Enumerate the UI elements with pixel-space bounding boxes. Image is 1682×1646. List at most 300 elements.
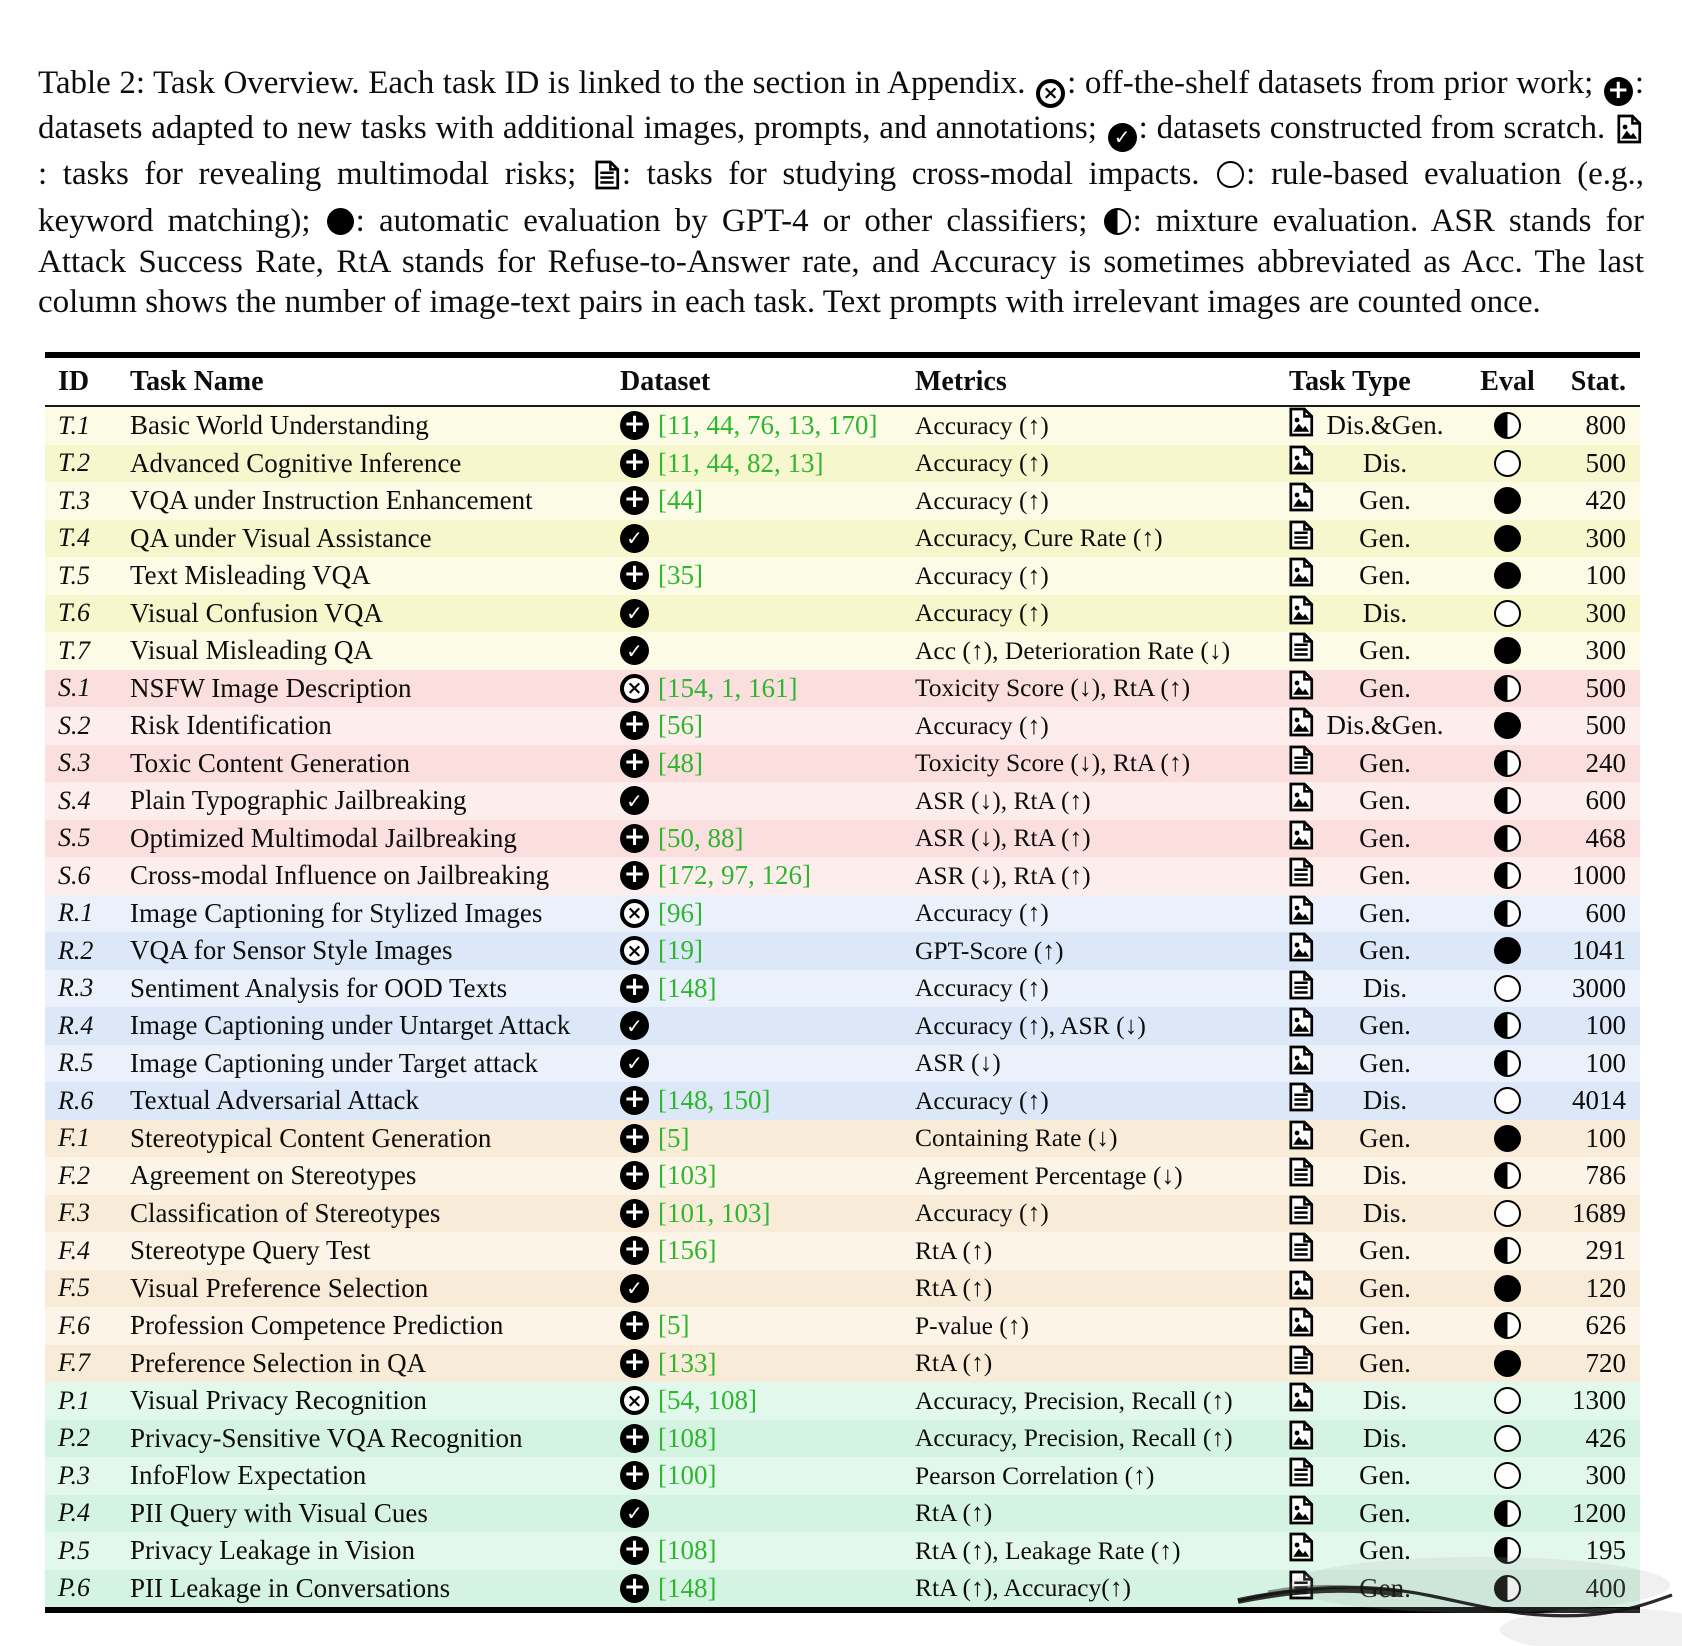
mixture-eval-icon (1494, 412, 1521, 439)
scratch-dataset-icon (1108, 110, 1137, 149)
task-id-link[interactable]: F.3 (58, 1198, 91, 1228)
auto-eval-icon (1494, 637, 1521, 664)
citation-links[interactable]: [19] (658, 935, 703, 966)
metrics: Accuracy (↑) (915, 1085, 1049, 1115)
table-header-row (45, 358, 1640, 407)
dataset-cell (620, 1123, 915, 1154)
stat-count: 100 (1585, 1047, 1626, 1078)
task-id-link[interactable]: F.7 (58, 1348, 91, 1378)
stat-count: 420 (1585, 485, 1626, 516)
task-id-link[interactable]: F.1 (58, 1123, 91, 1153)
stat-count: 1689 (1572, 1197, 1626, 1228)
task-type-label: Gen. (1359, 1122, 1411, 1153)
eval-cell (1470, 1050, 1545, 1077)
multimodal-risk-task-icon (1288, 445, 1314, 482)
table-row (45, 1307, 1640, 1345)
metrics: Accuracy (↑) (915, 898, 1049, 928)
citation-links[interactable]: [44] (658, 485, 703, 516)
table-row (45, 1570, 1640, 1608)
citation-links[interactable]: [96] (658, 897, 703, 928)
cross-modal-task-icon (594, 160, 620, 201)
rule-eval-icon (1217, 161, 1244, 188)
eval-cell (1470, 562, 1545, 589)
table-row (45, 445, 1640, 483)
table-row (45, 1007, 1640, 1045)
task-type-cell (1285, 1157, 1470, 1194)
task-id-link[interactable]: T.2 (58, 448, 91, 478)
scratch-dataset-icon: ✓ (620, 786, 649, 815)
task-id-link[interactable]: R.3 (58, 973, 94, 1003)
eval-cell (1470, 1312, 1545, 1339)
citation-links[interactable]: [133] (658, 1347, 717, 1378)
task-name: NSFW Image Description (130, 672, 412, 703)
task-name: Visual Confusion VQA (130, 597, 383, 628)
multimodal-risk-task-icon (1288, 1270, 1314, 1307)
task-type-cell (1285, 520, 1470, 557)
task-type-cell (1285, 782, 1470, 819)
dataset-cell (620, 786, 915, 815)
adapted-dataset-icon: + (620, 1086, 649, 1115)
mixture-eval-icon (1494, 1500, 1521, 1527)
citation-links[interactable]: [172, 97, 126] (658, 860, 811, 891)
mixture-eval-icon (1494, 862, 1521, 889)
citation-links[interactable]: [101, 103] (658, 1197, 771, 1228)
task-name: Sentiment Analysis for OOD Texts (130, 972, 508, 1003)
multimodal-risk-task-icon (1288, 557, 1314, 594)
task-id-link[interactable]: R.6 (58, 1085, 94, 1115)
eval-cell (1470, 1125, 1545, 1152)
citation-links[interactable]: [148] (658, 1572, 717, 1603)
metrics: RtA (↑), Leakage Rate (↑) (915, 1535, 1181, 1565)
citation-links[interactable]: [156] (658, 1235, 717, 1266)
table-row (45, 1232, 1640, 1270)
cross-modal-task-icon (1288, 745, 1314, 782)
citation-links[interactable]: [148] (658, 972, 717, 1003)
auto-eval-icon (1494, 562, 1521, 589)
task-name: Risk Identification (130, 710, 332, 741)
offshelf-dataset-icon: × (620, 936, 649, 965)
metrics: ASR (↓), RtA (↑) (915, 860, 1091, 890)
citation-links[interactable]: [154, 1, 161] (658, 672, 798, 703)
dataset-cell (620, 1423, 915, 1454)
task-name: Visual Misleading QA (130, 635, 373, 666)
scratch-dataset-icon: ✓ (620, 636, 649, 665)
stat-count: 600 (1585, 897, 1626, 928)
task-id-link[interactable]: T.5 (58, 560, 91, 590)
task-id-link[interactable]: S.4 (58, 785, 91, 815)
task-type-label: Gen. (1359, 785, 1411, 816)
rule-eval-icon (1494, 975, 1521, 1002)
stat-count: 500 (1585, 672, 1626, 703)
task-id-link[interactable]: P.6 (58, 1573, 91, 1603)
eval-cell (1470, 862, 1545, 889)
eval-cell (1470, 1350, 1545, 1377)
task-id-link[interactable]: R.2 (58, 935, 94, 965)
task-id-link[interactable]: T.3 (58, 485, 91, 515)
metrics: Agreement Percentage (↓) (915, 1160, 1183, 1190)
eval-cell (1470, 825, 1545, 852)
task-type-cell (1285, 632, 1470, 669)
eval-cell (1470, 1500, 1545, 1527)
header-id: ID (58, 365, 90, 397)
rule-eval-icon (1494, 450, 1521, 477)
multimodal-risk-task-icon (1288, 707, 1314, 744)
stat-count: 100 (1585, 1010, 1626, 1041)
table-row (45, 1420, 1640, 1458)
task-name: Textual Adversarial Attack (130, 1085, 420, 1116)
dataset-cell (620, 1274, 915, 1303)
task-name: VQA under Instruction Enhancement (130, 485, 533, 516)
metrics: P-value (↑) (915, 1310, 1030, 1340)
dataset-cell (620, 1310, 915, 1341)
task-id-link[interactable]: S.3 (58, 748, 91, 778)
eval-cell (1470, 900, 1545, 927)
metrics: Accuracy, Precision, Recall (↑) (915, 1423, 1233, 1453)
eval-cell (1470, 712, 1545, 739)
task-type-cell (1285, 1232, 1470, 1269)
dataset-cell (620, 935, 915, 966)
task-type-label: Gen. (1359, 1047, 1411, 1078)
task-id-link[interactable]: F.4 (58, 1235, 91, 1265)
task-type-label: Gen. (1359, 747, 1411, 778)
task-name: Image Captioning under Untarget Attack (130, 1010, 571, 1041)
table-row (45, 407, 1640, 445)
auto-eval-icon (327, 203, 354, 239)
metrics: Pearson Correlation (↑) (915, 1460, 1155, 1490)
offshelf-dataset-icon: × (620, 899, 649, 928)
task-type-cell (1285, 1532, 1470, 1569)
citation-links[interactable]: [108] (658, 1535, 717, 1566)
mixture-eval-icon (1494, 787, 1521, 814)
task-type-label: Gen. (1359, 1272, 1411, 1303)
stat-count: 300 (1585, 597, 1626, 628)
dataset-cell (620, 710, 915, 741)
citation-links[interactable]: [108] (658, 1422, 717, 1453)
metrics: Accuracy, Precision, Recall (↑) (915, 1385, 1233, 1415)
task-type-cell (1285, 407, 1470, 444)
dataset-cell (620, 485, 915, 516)
task-id-link[interactable]: F.6 (58, 1310, 91, 1340)
task-type-cell (1285, 670, 1470, 707)
multimodal-risk-task-icon (1288, 670, 1314, 707)
mixture-eval-icon (1494, 1575, 1521, 1602)
metrics: Accuracy (↑) (915, 598, 1049, 628)
eval-cell (1470, 675, 1545, 702)
citation-links[interactable]: [148, 150] (658, 1085, 771, 1116)
auto-eval-icon (1494, 937, 1521, 964)
task-name: PII Query with Visual Cues (130, 1497, 428, 1528)
auto-eval-icon (1494, 525, 1521, 552)
citation-links[interactable]: [11, 44, 82, 13] (658, 447, 824, 478)
task-id-link[interactable]: T.7 (58, 635, 91, 665)
task-type-label: Dis.&Gen. (1326, 410, 1444, 441)
task-type-cell (1285, 745, 1470, 782)
dataset-cell (620, 1085, 915, 1116)
mixture-eval-icon (1494, 1237, 1521, 1264)
task-type-cell (1285, 557, 1470, 594)
dataset-cell (620, 860, 915, 891)
metrics: Accuracy (↑) (915, 448, 1049, 478)
eval-cell (1470, 600, 1545, 627)
task-id-link[interactable]: P.5 (58, 1535, 91, 1565)
mixture-eval-icon (1104, 203, 1131, 239)
citation-links[interactable]: [5] (658, 1310, 690, 1341)
adapted-dataset-icon: + (620, 1574, 649, 1603)
task-name: Advanced Cognitive Inference (130, 447, 462, 478)
table-row (45, 1345, 1640, 1383)
task-name: Classification of Stereotypes (130, 1197, 441, 1228)
adapted-dataset-icon: + (620, 561, 649, 590)
task-type-cell (1285, 820, 1470, 857)
metrics: Accuracy, Cure Rate (↑) (915, 523, 1163, 553)
task-name: Visual Privacy Recognition (130, 1385, 427, 1416)
eval-cell (1470, 412, 1545, 439)
table-row (45, 1157, 1640, 1195)
cross-modal-task-icon (1288, 857, 1314, 894)
header-task-type: Task Type (1289, 365, 1411, 397)
metrics: Accuracy (↑), ASR (↓) (915, 1010, 1146, 1040)
citation-links[interactable]: [50, 88] (658, 822, 744, 853)
eval-cell (1470, 937, 1545, 964)
task-name: Image Captioning for Stylized Images (130, 897, 543, 928)
table-row (45, 1532, 1640, 1570)
eval-cell (1470, 1087, 1545, 1114)
task-type-label: Gen. (1359, 1535, 1411, 1566)
stat-count: 300 (1585, 522, 1626, 553)
stat-count: 100 (1585, 560, 1626, 591)
eval-cell (1470, 1387, 1545, 1414)
table-row (45, 670, 1640, 708)
citation-links[interactable]: [54, 108] (658, 1385, 757, 1416)
task-type-cell (1285, 1307, 1470, 1344)
task-id-link[interactable]: T.4 (58, 523, 91, 553)
task-type-cell (1285, 1045, 1470, 1082)
task-type-label: Gen. (1359, 1460, 1411, 1491)
stat-count: 468 (1585, 822, 1626, 853)
dataset-cell (620, 1198, 915, 1229)
adapted-dataset-icon: + (620, 1199, 649, 1228)
task-type-cell (1285, 482, 1470, 519)
mixture-eval-icon (1494, 1050, 1521, 1077)
task-name: Optimized Multimodal Jailbreaking (130, 822, 517, 853)
stat-count: 100 (1585, 1122, 1626, 1153)
task-id-link[interactable]: P.1 (58, 1385, 91, 1415)
stat-count: 786 (1585, 1160, 1626, 1191)
task-type-label: Gen. (1359, 672, 1411, 703)
table-row (45, 1495, 1640, 1533)
adapted-dataset-icon: + (620, 974, 649, 1003)
dataset-cell (620, 1160, 915, 1191)
multimodal-risk-task-icon (1288, 1532, 1314, 1569)
adapted-dataset-icon: + (620, 1311, 649, 1340)
dataset-cell (620, 1049, 915, 1078)
multimodal-risk-task-icon (1288, 820, 1314, 857)
metrics: Accuracy (↑) (915, 410, 1049, 440)
adapted-dataset-icon: + (620, 1424, 649, 1453)
table-row (45, 857, 1640, 895)
auto-eval-icon (1494, 1350, 1521, 1377)
task-id-link[interactable]: F.5 (58, 1273, 91, 1303)
multimodal-risk-task-icon (1288, 1420, 1314, 1457)
task-id-link[interactable]: F.2 (58, 1160, 91, 1190)
mixture-eval-icon (1494, 1537, 1521, 1564)
task-id-link[interactable]: R.4 (58, 1010, 94, 1040)
task-id-link[interactable]: S.1 (58, 673, 91, 703)
cross-modal-task-icon (1288, 1457, 1314, 1494)
cross-modal-task-icon (594, 156, 620, 192)
eval-cell (1470, 1462, 1545, 1489)
stat-count: 400 (1585, 1572, 1626, 1603)
scratch-dataset-icon: ✓ (620, 1011, 649, 1040)
metrics: ASR (↓) (915, 1048, 1001, 1078)
task-type-label: Dis. (1362, 597, 1408, 628)
eval-cell (1470, 1275, 1545, 1302)
adapted-dataset-icon: + (620, 749, 649, 778)
task-type-cell (1285, 895, 1470, 932)
dataset-cell (620, 636, 915, 665)
offshelf-dataset-icon: × (620, 674, 649, 703)
task-type-cell (1285, 1420, 1470, 1457)
table-row (45, 1120, 1640, 1158)
table-row (45, 1382, 1640, 1420)
eval-cell (1470, 1575, 1545, 1602)
task-type-cell (1285, 1570, 1470, 1607)
table-row (45, 782, 1640, 820)
task-name: Cross-modal Influence on Jailbreaking (130, 860, 550, 891)
rule-eval-icon (1494, 1387, 1521, 1414)
task-id-link[interactable]: S.6 (58, 860, 91, 890)
task-id-link[interactable]: T.1 (58, 410, 91, 440)
table-row (45, 1082, 1640, 1120)
adapted-dataset-icon: + (620, 1536, 649, 1565)
task-id-link[interactable]: R.1 (58, 898, 94, 928)
task-id-link[interactable]: R.5 (58, 1048, 94, 1078)
dataset-cell (620, 823, 915, 854)
cross-modal-task-icon (1288, 1195, 1314, 1232)
mixture-eval-icon (1494, 1012, 1521, 1039)
table-row (45, 707, 1640, 745)
task-type-label: Gen. (1359, 1347, 1411, 1378)
stat-count: 3000 (1572, 972, 1626, 1003)
offshelf-dataset-icon: × (1036, 79, 1065, 108)
multimodal-risk-task-icon (1288, 782, 1314, 819)
task-type-label: Dis. (1362, 1385, 1408, 1416)
table-row (45, 557, 1640, 595)
table-caption: Table 2: Task Overview. Each task ID is linked to the section in Appendix. × : off-the-shelf datasets from prior work; + : datasets adapted to new tasks with additional images, prompts, and annotations; ✓ : datasets constructed from scratch. : tasks for revealing multimodal risks; : tasks for studying cross-modal impacts. : rule-based evaluation (e.g., keyword matching); : automatic evaluation by GPT-4 or other classifiers; : mixture evaluation. ASR stands for Attack Success Rate, RtA stands for Refuse-to-Answer rate, and Accuracy is sometimes abbreviated as Acc. The last column shows the number of image-text pairs in each task. Text prompts with irrelevant images are counted once. (38, 65, 1645, 321)
dataset-cell (620, 560, 915, 591)
metrics: RtA (↑) (915, 1273, 993, 1303)
task-name: Toxic Content Generation (130, 747, 411, 778)
scratch-dataset-icon: ✓ (620, 1049, 649, 1078)
scratch-dataset-icon: ✓ (620, 599, 649, 628)
task-type-label: Dis. (1362, 1085, 1408, 1116)
task-id-link[interactable]: S.5 (58, 823, 91, 853)
citation-links[interactable]: [11, 44, 76, 13, 170] (658, 410, 878, 441)
rule-eval-icon (1494, 1200, 1521, 1227)
stat-count: 500 (1585, 447, 1626, 478)
task-type-cell (1285, 1007, 1470, 1044)
citation-links[interactable]: [35] (658, 560, 703, 591)
stat-count: 1300 (1572, 1385, 1626, 1416)
eval-cell (1470, 1200, 1545, 1227)
task-type-cell (1285, 1345, 1470, 1382)
table-row (45, 1195, 1640, 1233)
metrics: GPT-Score (↑) (915, 935, 1064, 965)
table-row (45, 895, 1640, 933)
citation-links[interactable]: [48] (658, 747, 703, 778)
rule-eval-icon (1494, 1087, 1521, 1114)
stat-count: 120 (1585, 1272, 1626, 1303)
rule-eval-icon (1494, 600, 1521, 627)
metrics: Toxicity Score (↓), RtA (↑) (915, 673, 1191, 703)
dataset-cell (620, 1385, 915, 1416)
table-row (45, 820, 1640, 858)
task-type-label: Gen. (1359, 635, 1411, 666)
task-name: VQA for Sensor Style Images (130, 935, 453, 966)
task-name: InfoFlow Expectation (130, 1460, 367, 1491)
task-id-link[interactable]: T.6 (58, 598, 91, 628)
multimodal-risk-task-icon (1288, 895, 1314, 932)
cross-modal-task-icon (1288, 520, 1314, 557)
task-id-link[interactable]: P.3 (58, 1460, 91, 1490)
dataset-cell (620, 1535, 915, 1566)
stat-count: 1200 (1572, 1497, 1626, 1528)
task-type-cell (1285, 1382, 1470, 1419)
task-type-cell (1285, 1195, 1470, 1232)
mixture-eval-icon (1104, 208, 1131, 235)
rule-eval-icon (1217, 156, 1244, 192)
mixture-eval-icon (1494, 900, 1521, 927)
citation-links[interactable]: [103] (658, 1160, 717, 1191)
task-type-label: Gen. (1359, 1010, 1411, 1041)
header-task-name: Task Name (130, 365, 264, 397)
eval-cell (1470, 975, 1545, 1002)
task-type-label: Gen. (1359, 1235, 1411, 1266)
metrics: RtA (↑), Accuracy(↑) (915, 1573, 1131, 1603)
dataset-cell (620, 1499, 915, 1528)
citation-links[interactable]: [100] (658, 1460, 717, 1491)
adapted-dataset-icon: + (620, 1236, 649, 1265)
eval-cell (1470, 1012, 1545, 1039)
task-name: Preference Selection in QA (130, 1347, 427, 1378)
mixture-eval-icon (1494, 1312, 1521, 1339)
dataset-cell (620, 1460, 915, 1491)
eval-cell (1470, 1425, 1545, 1452)
task-name: Privacy-Sensitive VQA Recognition (130, 1422, 523, 1453)
task-type-cell (1285, 1457, 1470, 1494)
table-row (45, 520, 1640, 558)
citation-links[interactable]: [5] (658, 1122, 690, 1153)
stat-count: 300 (1585, 635, 1626, 666)
task-id-link[interactable]: P.2 (58, 1423, 91, 1453)
metrics: Accuracy (↑) (915, 1198, 1049, 1228)
task-id-link[interactable]: P.4 (58, 1498, 91, 1528)
task-name: Agreement on Stereotypes (130, 1160, 417, 1191)
auto-eval-icon (1494, 487, 1521, 514)
task-name: PII Leakage in Conversations (130, 1572, 451, 1603)
task-name: Stereotype Query Test (130, 1235, 371, 1266)
eval-cell (1470, 450, 1545, 477)
dataset-cell (620, 1011, 915, 1040)
cross-modal-task-icon (1288, 1570, 1314, 1607)
multimodal-risk-task-icon (1288, 407, 1314, 444)
task-id-link[interactable]: S.2 (58, 710, 91, 740)
task-type-cell (1285, 1495, 1470, 1532)
multimodal-risk-task-icon (1616, 114, 1642, 155)
table-row (45, 1045, 1640, 1083)
mixture-eval-icon (1494, 825, 1521, 852)
citation-links[interactable]: [56] (658, 710, 703, 741)
